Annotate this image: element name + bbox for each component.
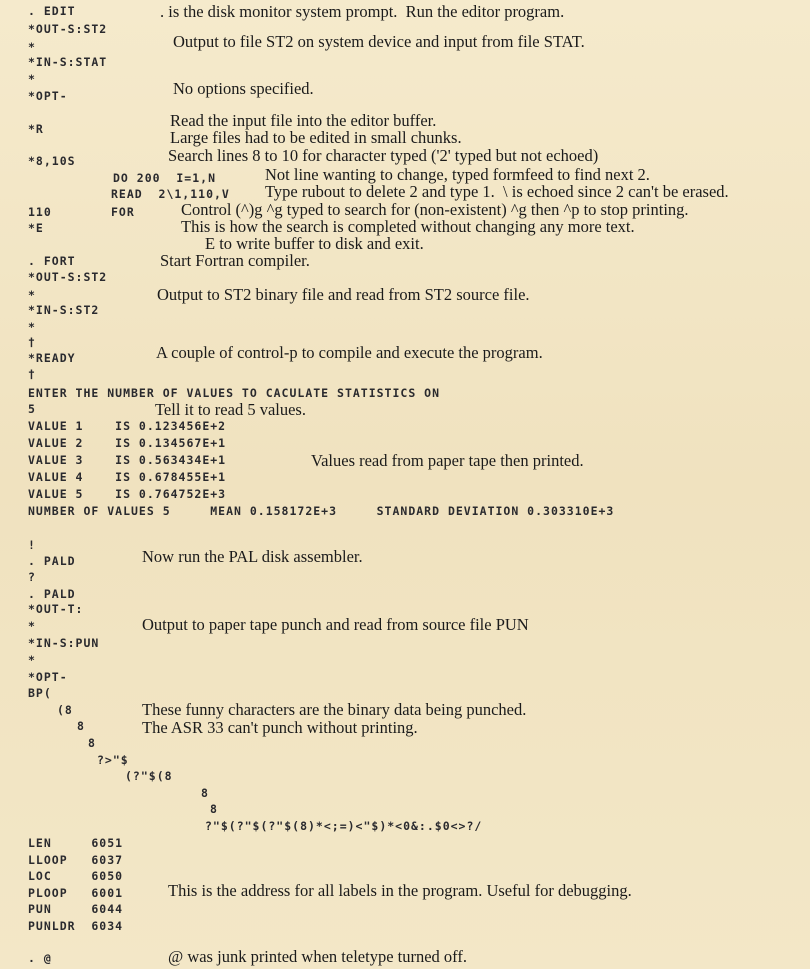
tty-star: * bbox=[28, 40, 36, 54]
note-no-options: No options specified. bbox=[173, 79, 314, 98]
tty-star: * bbox=[28, 653, 36, 667]
note-paper-tape-punch: Output to paper tape punch and read from source file PUN bbox=[142, 615, 529, 634]
note-asr33: The ASR 33 can't punch without printing. bbox=[142, 718, 418, 737]
note-search-lines: Search lines 8 to 10 for character typed ('2' typed but not echoed) bbox=[168, 146, 599, 165]
tty-bp: BP( bbox=[28, 686, 52, 700]
note-fortran: Start Fortran compiler. bbox=[160, 251, 310, 270]
tty-star: * bbox=[28, 619, 36, 633]
tty-out-st2: *OUT-S:ST2 bbox=[28, 22, 108, 36]
tty-symbol-punldr: PUNLDR 6034 bbox=[28, 919, 124, 933]
tty-star: * bbox=[28, 288, 36, 302]
tty-symbol-ploop: PLOOP 6001 bbox=[28, 886, 124, 900]
note-label-addresses: This is the address for all labels in the program. Useful for debugging. bbox=[168, 881, 632, 900]
note-rubout: Type rubout to delete 2 and type 1. \ is echoed since 2 can't be erased. bbox=[265, 182, 729, 201]
tty-punch-junk: ?>"$ bbox=[97, 753, 129, 767]
tty-punch-junk: 8 bbox=[201, 786, 209, 800]
note-compile-execute: A couple of control-p to compile and execute the program. bbox=[156, 343, 543, 362]
note-read-input: Read the input file into the editor buffer. bbox=[170, 111, 437, 130]
tty-pald-prompt: . PALD bbox=[28, 587, 76, 601]
tty-value-line: VALUE 3 IS 0.563434E+1 bbox=[28, 453, 227, 467]
note-large-files: Large files had to be edited in small chunks. bbox=[170, 128, 462, 147]
tty-out-st2: *OUT-S:ST2 bbox=[28, 270, 108, 284]
tty-count-input: 5 bbox=[28, 402, 36, 416]
tty-edit-prompt: . EDIT bbox=[28, 4, 76, 18]
tty-dagger: † bbox=[28, 367, 36, 381]
tty-for: FOR bbox=[111, 205, 135, 219]
note-read-five: Tell it to read 5 values. bbox=[155, 400, 306, 419]
tty-ready: *READY bbox=[28, 351, 76, 365]
note-binary-data: These funny characters are the binary data being punched. bbox=[142, 700, 527, 719]
tty-value-line: VALUE 1 IS 0.123456E+2 bbox=[28, 419, 227, 433]
note-output-st2: Output to file ST2 on system device and input from file STAT. bbox=[173, 32, 585, 51]
tty-punch-junk: 8 bbox=[88, 736, 96, 750]
tty-punch-junk: (8 bbox=[57, 703, 73, 717]
tty-at-prompt: . @ bbox=[28, 951, 52, 965]
tty-read-line: READ 2\1,110,V bbox=[111, 187, 230, 201]
tty-dagger: † bbox=[28, 335, 36, 349]
tty-value-line: VALUE 5 IS 0.764752E+3 bbox=[28, 487, 227, 501]
note-output-binary: Output to ST2 binary file and read from ST2 source file. bbox=[157, 285, 530, 304]
tty-line-110: 110 bbox=[28, 205, 52, 219]
tty-opt: *OPT- bbox=[28, 670, 68, 684]
tty-out-t: *OUT-T: bbox=[28, 602, 84, 616]
note-pal-assembler: Now run the PAL disk assembler. bbox=[142, 547, 363, 566]
tty-fort-prompt: . FORT bbox=[28, 254, 76, 268]
tty-search-cmd: *8,10S bbox=[28, 154, 76, 168]
tty-in-stat: *IN-S:STAT bbox=[28, 55, 108, 69]
note-disk-monitor: . is the disk monitor system prompt. Run the editor program. bbox=[160, 2, 565, 21]
tty-in-st2: *IN-S:ST2 bbox=[28, 303, 100, 317]
note-control-g: Control (^)g ^g typed to search for (non-existent) ^g then ^p to stop printing. bbox=[181, 200, 689, 219]
tty-punch-junk: ?"$(?"$(?"$(8)*<;=)<"$)*<0&:.$0<>?/ bbox=[205, 819, 483, 833]
tty-punch-junk: 8 bbox=[210, 802, 218, 816]
note-junk-at: @ was junk printed when teletype turned off. bbox=[168, 947, 467, 966]
tty-star: * bbox=[28, 320, 36, 334]
tty-symbol-lloop: LLOOP 6037 bbox=[28, 853, 124, 867]
tty-pald-prompt: . PALD bbox=[28, 554, 76, 568]
tty-do-line: DO 200 I=1,N bbox=[113, 171, 217, 185]
tty-summary-line: NUMBER OF VALUES 5 MEAN 0.158172E+3 STANDARD DEVIATION 0.303310E+3 bbox=[28, 504, 615, 518]
tty-in-pun: *IN-S:PUN bbox=[28, 636, 100, 650]
tty-punch-junk: 8 bbox=[77, 719, 85, 733]
tty-value-line: VALUE 2 IS 0.134567E+1 bbox=[28, 436, 227, 450]
tty-star: * bbox=[28, 72, 36, 86]
note-not-line: Not line wanting to change, typed formfeed to find next 2. bbox=[265, 165, 650, 184]
tty-exit-cmd: *E bbox=[28, 221, 44, 235]
tty-opt: *OPT- bbox=[28, 89, 68, 103]
tty-question: ? bbox=[28, 570, 36, 584]
tty-punch-junk: (?"$(8 bbox=[125, 769, 173, 783]
tty-bang: ! bbox=[28, 538, 36, 552]
note-paper-tape-values: Values read from paper tape then printed. bbox=[311, 451, 584, 470]
tty-symbol-loc: LOC 6050 bbox=[28, 869, 124, 883]
tty-enter-prompt: ENTER THE NUMBER OF VALUES TO CACULATE STATISTICS ON bbox=[28, 386, 441, 400]
tty-value-line: VALUE 4 IS 0.678455E+1 bbox=[28, 470, 227, 484]
tty-symbol-pun: PUN 6044 bbox=[28, 902, 124, 916]
note-write-exit: E to write buffer to disk and exit. bbox=[205, 234, 424, 253]
note-search-complete: This is how the search is completed without changing any more text. bbox=[181, 217, 635, 236]
tty-symbol-len: LEN 6051 bbox=[28, 836, 124, 850]
tty-read-cmd: *R bbox=[28, 122, 44, 136]
